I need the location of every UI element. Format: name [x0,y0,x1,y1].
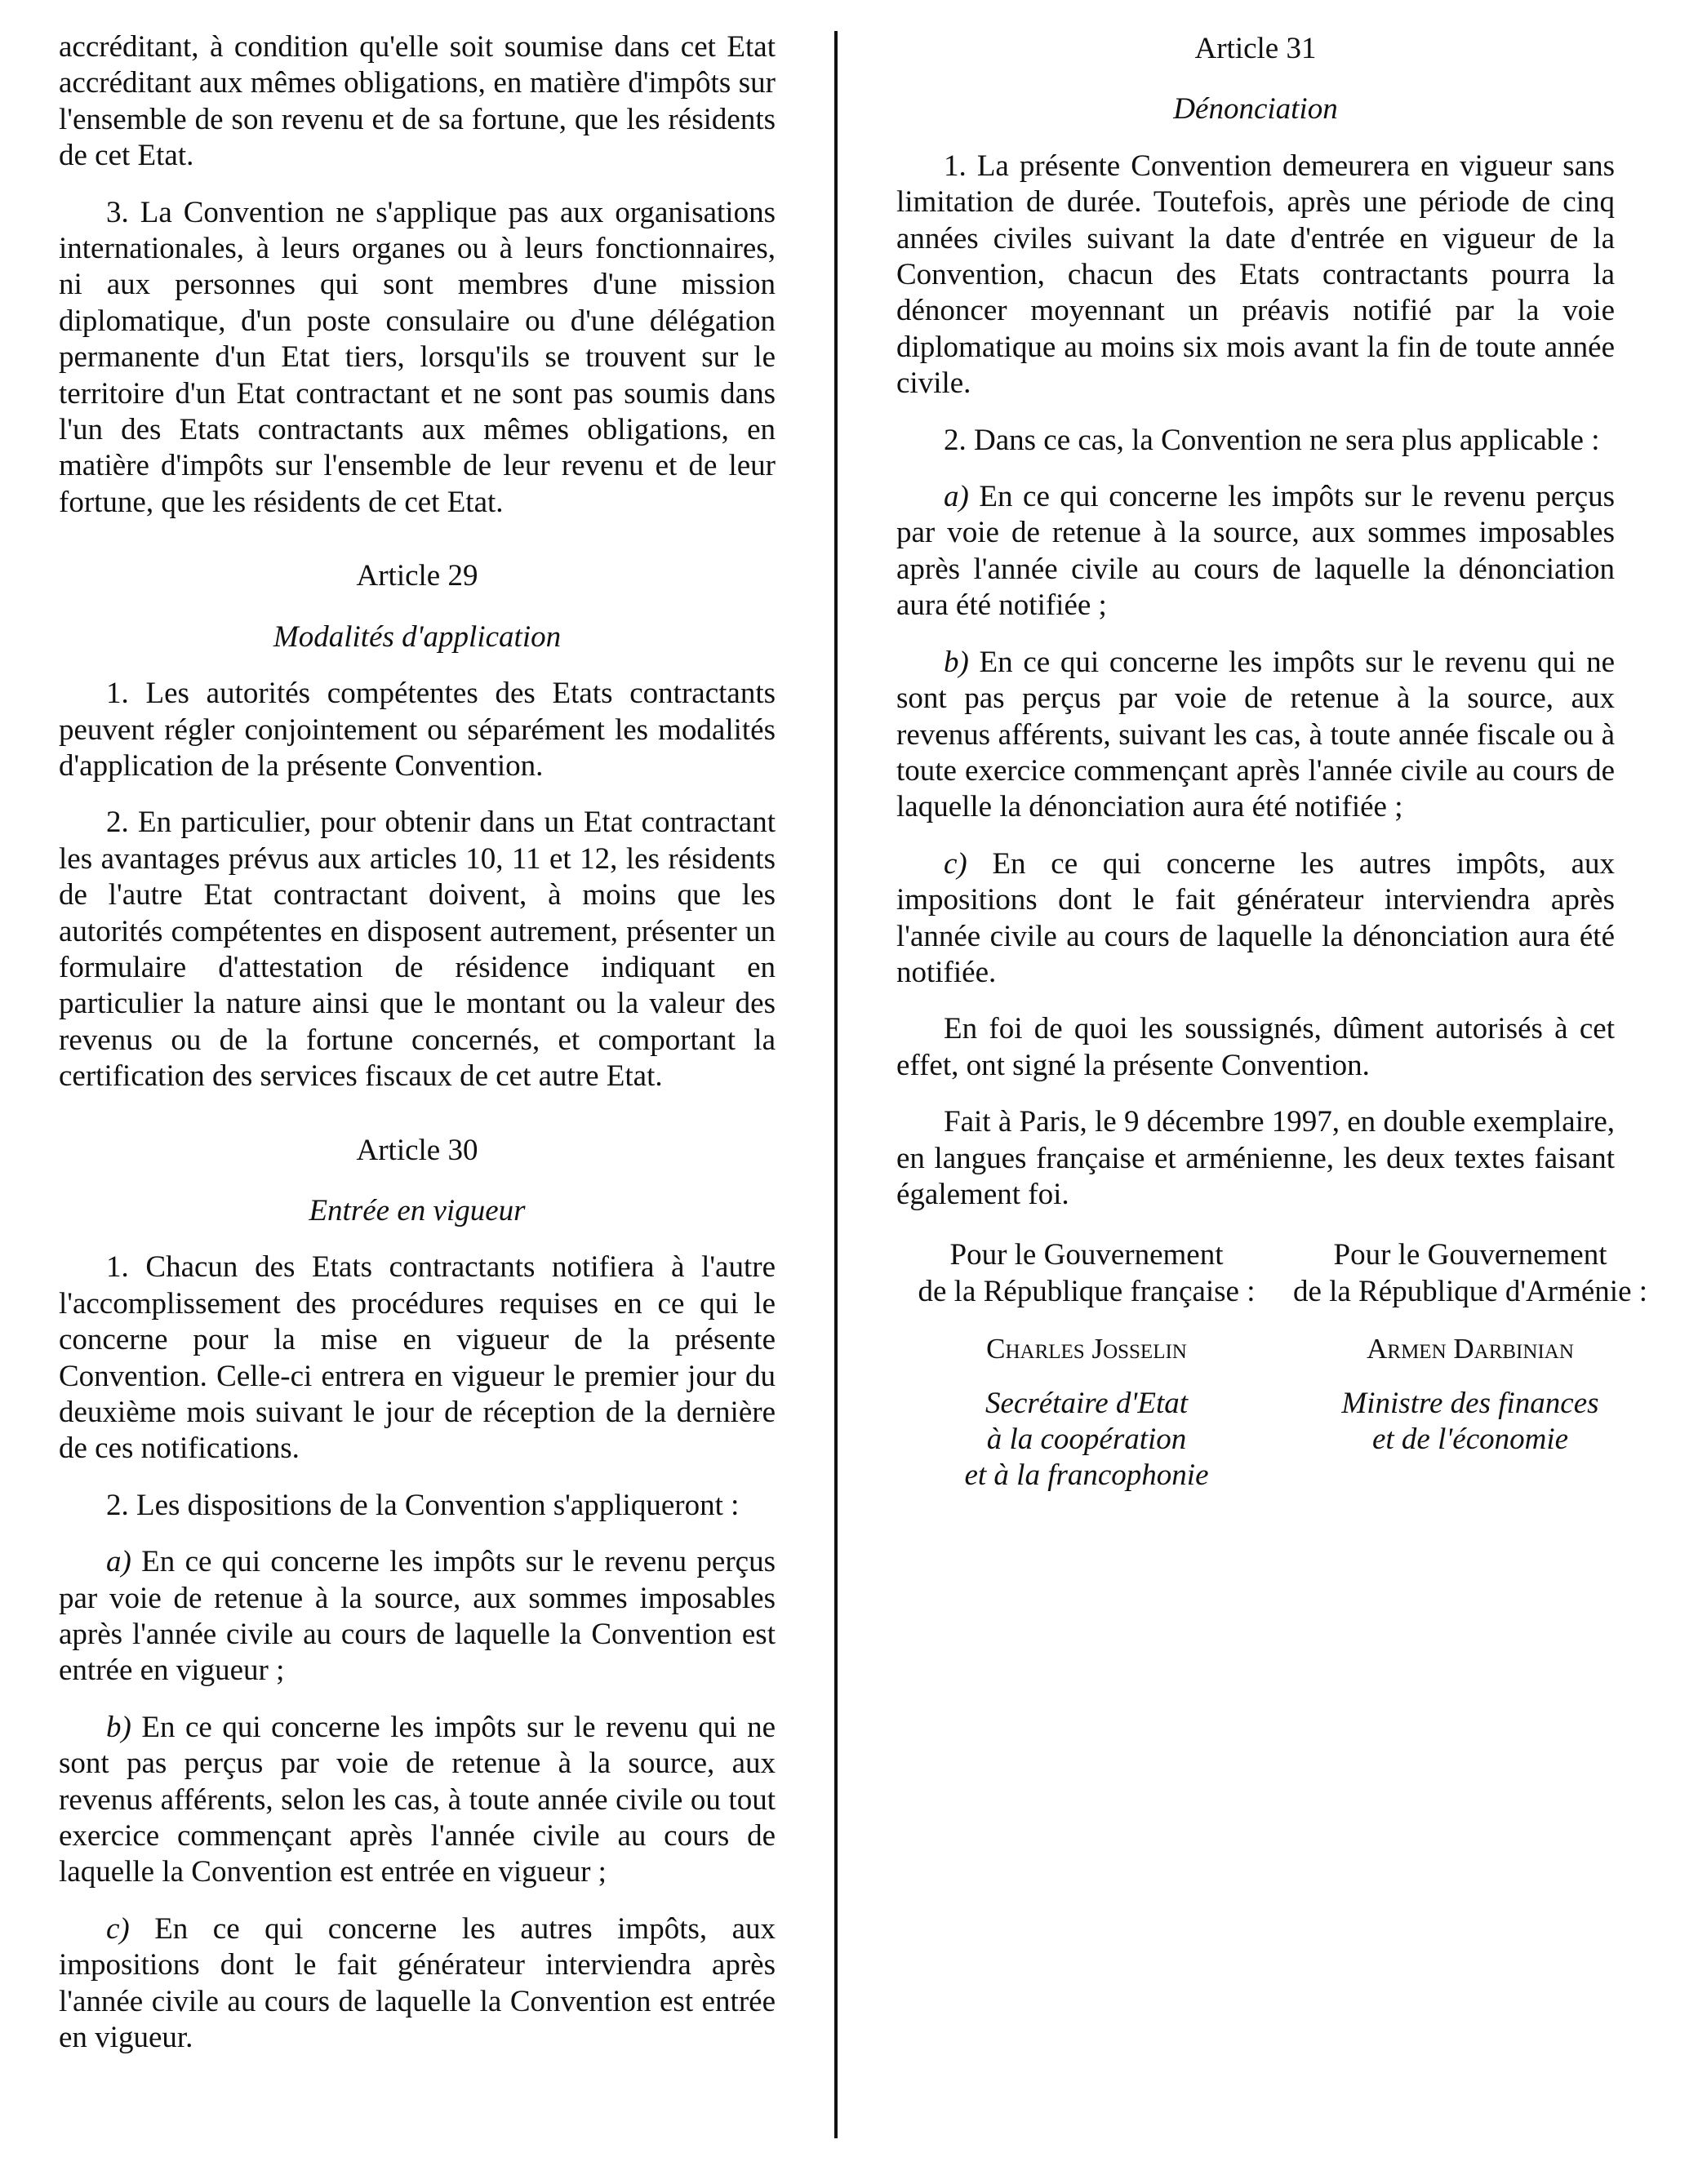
article-31-item-c [896,846,1615,992]
signatory-title-line: Ministre des finances [1341,1386,1599,1420]
left-column [59,29,776,2077]
signature-heading-line: de la République française : [918,1274,1256,1308]
article-30-paragraph-1: 1. Chacun des Etats contractants notifiera à l'autre l'accomplissement des procédures requises en ce qui le concerne pour la mise en vigueur de la présente Convention. Celle-ci entrera en vigueur le premier jour du deuxième mois suivant le jour de réception de la dernière de ces notifications. [59,1250,776,1466]
article-29-paragraph-2: 2. En particulier, pour obtenir dans un Etat contractant les avantages prévus aux articles 10, 11 et 12, les résidents de l'autre Etat contractant doivent, à moins que les autorités compétentes en disposent autrement, présenter un formulaire d'attestation de résidence indiquant en particulier la nature ainsi que le montant ou la valeur des revenus ou de la fortune concernés, et comportant la certification des services fiscaux de cet autre Etat. [59,806,776,1094]
right-column [896,29,1648,1494]
item-text: En ce qui concerne les impôts sur le revenu perçus par voie de retenue à la source, aux sommes imposables après l'année civile au cours de laquelle la Convention est entrée en vigueur ; [59,1545,776,1688]
item-text: En ce qui concerne les impôts sur le revenu perçus par voie de retenue à la source, aux sommes imposables après l'année civile au cours de laquelle la dénonciation aura été notifiée ; [896,480,1615,623]
item-text: En ce qui concerne les impôts sur le revenu qui ne sont pas perçus par voie de retenue à la source, aux revenus afférents, selon les cas, à toute année civile ou tout exercice commençant après l'année civile au cours de laquelle la Convention est entrée en vigueur ; [59,1710,776,1889]
item-text: En ce qui concerne les autres impôts, aux impositions dont le fait générateur interviendra après l'année civile au cours de laquelle la dénonciation aura été notifiée. [896,846,1615,989]
article-29-subtitle: Modalités d'application [273,619,562,654]
article-30-item-b [59,1710,776,1891]
article-29-paragraph-1: 1. Les autorités compétentes des Etats contractants peuvent régler conjointement ou séparément les modalités d'application de la présente Convention. [59,677,776,783]
signatory-title-line: et à la francophonie [964,1458,1209,1493]
item-text: En ce qui concerne les impôts sur le revenu qui ne sont pas perçus par voie de retenue à la source, aux revenus afférents, suivant les cas, à toute année fiscale ou à toute exercice commençant après l'année civile au cours de laquelle la dénonciation aura été notifiée ; [896,645,1615,824]
article-31-subtitle: Dénonciation [1173,92,1338,127]
article-31-item-b [896,645,1615,826]
article-29-title: Article 29 [356,559,478,593]
article-30-item-c [59,1911,776,2057]
signature-armenia [1278,1237,1662,1494]
article-30-item-a [59,1544,776,1689]
article-31-item-a [896,479,1615,624]
signature-heading-line: de la République d'Arménie : [1292,1274,1648,1308]
item-marker: c) [106,1911,130,1946]
signature-france [895,1237,1278,1494]
paragraph-en-foi: En foi de quoi les soussignés, dûment autorisés à cet effet, ont signé la présente Convention. [896,1012,1615,1082]
item-marker: c) [944,846,967,881]
signatory-name: Charles Josselin [986,1333,1187,1365]
item-marker: b) [106,1710,131,1744]
article-31-paragraph-1: 1. La présente Convention demeurera en vigueur sans limitation de durée. Toutefois, après une période de cinq années civiles suivant la date d'entrée en vigueur de la Convention, chacun des Etats contractants pourra la dénoncer moyennant un préavis notifié par la voie diplomatique au moins six mois avant la fin de toute année civile. [896,149,1615,401]
item-marker: a) [106,1545,131,1579]
signature-block [895,1237,1662,1494]
article-31-title: Article 31 [1194,32,1317,65]
paragraph-intro: accréditant, à condition qu'elle soit soumise dans cet Etat accréditant aux mêmes obligations, en matière d'impôts sur l'ensemble de son revenu et de sa fortune, que les résidents de cet Etat. [59,30,776,173]
article-30-title: Article 30 [356,1133,478,1167]
article-31-paragraph-2: 2. Dans ce cas, la Convention ne sera plus applicable : [944,423,1600,457]
signatory-title-line: Secrétaire d'Etat [985,1386,1188,1420]
article-30-paragraph-2: 2. Les dispositions de la Convention s'appliqueront : [106,1488,740,1522]
paragraph-28-3: 3. La Convention ne s'applique pas aux organisations internationales, à leurs organes ou à leurs fonctionnaires, ni aux personnes qui sont membres d'une mission diplomatique, d'un poste consulaire ou d'une délégation permanente d'un Etat tiers, lorsqu'ils se trouvent sur le territoire d'un Etat contractant et ne sont pas soumis dans l'un des Etats contractants aux mêmes obligations, en matière d'impôts sur l'ensemble de leur revenu et de leur fortune, que les résidents de cet Etat. [59,195,776,519]
paragraph-fait-a-paris: Fait à Paris, le 9 décembre 1997, en double exemplaire, en langues française et arménienne, les deux textes faisant également foi. [896,1105,1615,1211]
item-marker: b) [944,645,969,679]
signatory-name: Armen Darbinian [1367,1333,1574,1365]
item-text: En ce qui concerne les autres impôts, aux impositions dont le fait générateur interviendra après l'année civile au cours de laquelle la Convention est entrée en vigueur. [59,1911,776,2055]
column-divider [834,31,838,2138]
signature-heading-line: Pour le Gouvernement [949,1238,1224,1272]
item-marker: a) [944,480,969,514]
signature-heading-line: Pour le Gouvernement [1333,1238,1607,1272]
signatory-title-line: et de l'économie [1371,1423,1569,1456]
signatory-title-line: à la coopération [986,1423,1187,1456]
article-30-subtitle: Entrée en vigueur [309,1193,526,1227]
